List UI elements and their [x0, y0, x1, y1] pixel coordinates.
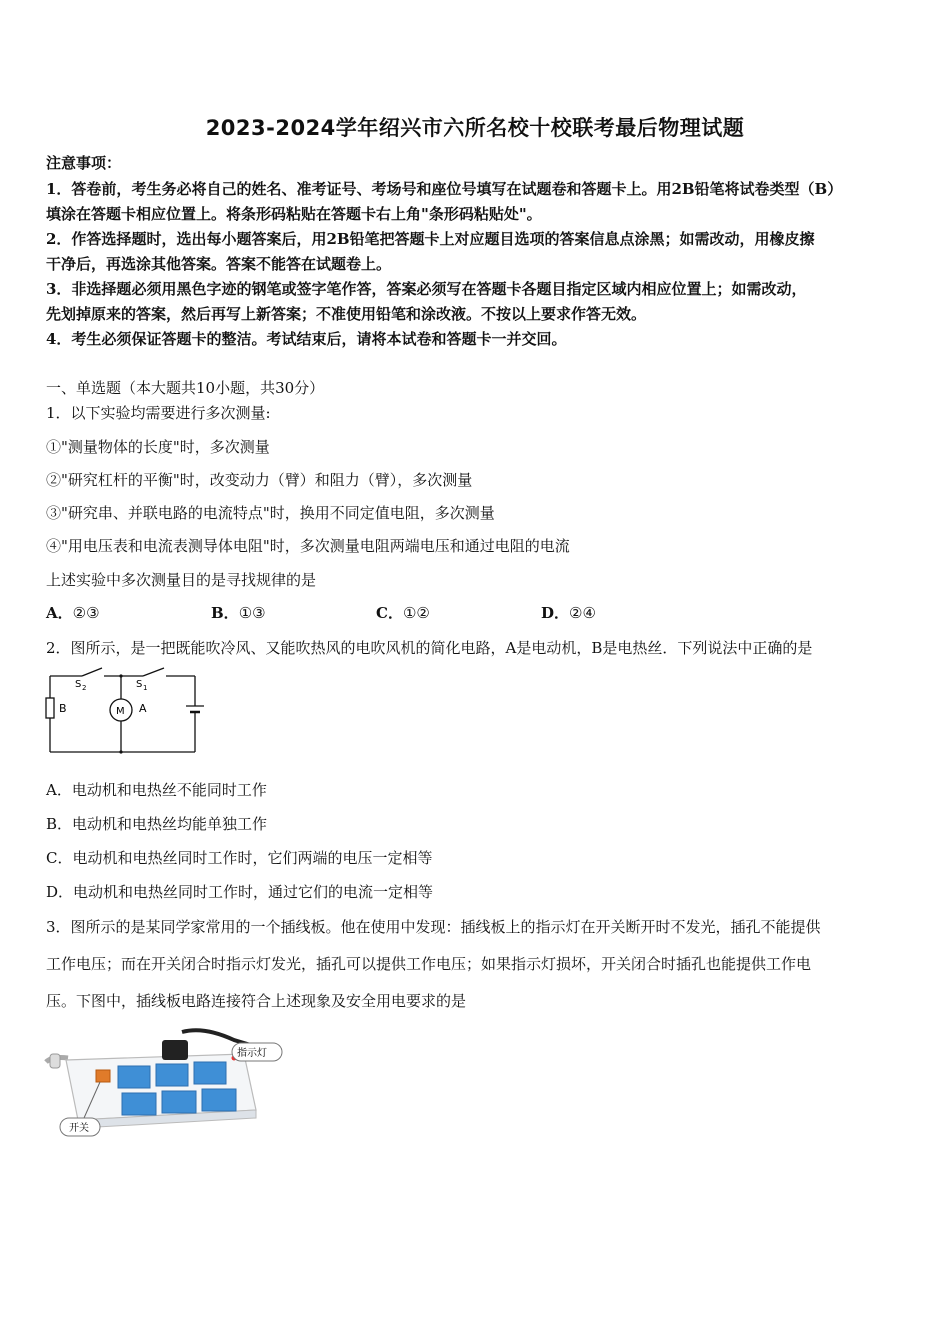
- question-1-item: ③"研究串、并联电路的电流特点"时，换用不同定值电阻，多次测量: [46, 504, 495, 522]
- question-3-line: 工作电压；而在开关闭合时指示灯发光，插孔可以提供工作电压；如果指示灯损坏，开关闭合时插孔也能提供工作电: [46, 955, 812, 973]
- question-2-option-a: A．电动机和电热丝不能同时工作: [46, 781, 267, 799]
- power-strip-figure: [44, 1026, 294, 1146]
- socket-icon: [162, 1091, 196, 1113]
- socket-icon: [194, 1062, 226, 1084]
- plug-icon: [162, 1040, 188, 1060]
- question-1-item: ①"测量物体的长度"时，多次测量: [46, 438, 270, 456]
- socket-icon: [202, 1089, 236, 1111]
- question-3-line: 压。下图中，插线板电路连接符合上述现象及安全用电要求的是: [46, 992, 467, 1010]
- question-2-stem: 2．图所示，是一把既能吹冷风、又能吹热风的电吹风机的简化电路，A是电动机，B是电热丝．下列说法中正确的是: [46, 639, 813, 657]
- question-1-option-c: [376, 602, 430, 623]
- notice-line: 1．答卷前，考生务必将自己的姓名、准考证号、考场号和座位号填写在试题卷和答题卡上。用2B铅笔将试卷类型（B）: [46, 180, 843, 198]
- socket-icon: [156, 1064, 188, 1086]
- circuit-diagram: [40, 664, 205, 759]
- notice-line: 2．作答选择题时，选出每小题答案后，用2B铅笔把答题卡上对应题目选项的答案信息点涂黑；如需改动，用橡皮擦: [46, 230, 815, 248]
- indicator-label: 指示灯: [237, 1048, 267, 1059]
- switch-s1-subscript: 1: [143, 684, 148, 692]
- socket-icon: [122, 1093, 156, 1115]
- notice-heading: 注意事项：: [46, 154, 122, 172]
- option-letter: A．: [46, 604, 73, 622]
- option-letter: B．: [211, 604, 239, 622]
- question-1-item: ②"研究杠杆的平衡"时，改变动力（臂）和阻力（臂），多次测量: [46, 471, 473, 489]
- question-1-option-b: [211, 602, 266, 623]
- question-2-option-b: B．电动机和电热丝均能单独工作: [46, 815, 268, 833]
- notice-line: 填涂在答题卡相应位置上。将条形码粘贴在答题卡右上角"条形码粘贴处"。: [46, 205, 542, 223]
- section-heading: 一、单选题（本大题共10小题，共30分）: [46, 379, 325, 397]
- switch-s2-label: S: [75, 679, 82, 690]
- page-title: 2023-2024学年绍兴市六所名校十校联考最后物理试题: [205, 116, 745, 140]
- question-1-question: 上述实验中多次测量目的是寻找规律的是: [46, 571, 317, 589]
- option-text: ②③: [72, 604, 100, 622]
- option-letter: C．: [376, 604, 403, 622]
- option-text: ②④: [569, 604, 596, 622]
- question-2-option-c: C．电动机和电热丝同时工作时，它们两端的电压一定相等: [46, 849, 433, 867]
- question-1-option-a: [46, 602, 100, 623]
- option-letter: D．: [541, 604, 570, 622]
- switch-s2-subscript: 2: [82, 684, 87, 692]
- option-text: ①②: [402, 604, 430, 622]
- question-2-option-d: D．电动机和电热丝同时工作时，通过它们的电流一定相等: [46, 883, 434, 901]
- question-1-item: ④"用电压表和电流表测导体电阻"时，多次测量电阻两端电压和通过电阻的电流: [46, 537, 570, 555]
- notice-line: 干净后，再选涂其他答案。答案不能答在试题卷上。: [46, 255, 392, 273]
- motor-m-label: M: [116, 706, 125, 717]
- question-3-line: 3．图所示的是某同学家常用的一个插线板。他在使用中发现：插线板上的指示灯在开关断开时不发光，插孔不能提供: [46, 918, 821, 936]
- socket-icon: [118, 1066, 150, 1088]
- heater-b-label: B: [59, 702, 67, 715]
- switch-icon: [96, 1070, 110, 1082]
- notice-line: 4．考生必须保证答题卡的整洁。考试结束后，请将本试卷和答题卡一并交回。: [46, 330, 567, 348]
- question-1-option-d: [541, 602, 596, 623]
- switch-label: 开关: [69, 1123, 89, 1134]
- switch-s1-label: S: [136, 679, 143, 690]
- motor-a-label: A: [139, 702, 147, 715]
- notice-line: 先划掉原来的答案，然后再写上新答案；不准使用铅笔和涂改液。不按以上要求作答无效。: [46, 305, 647, 323]
- question-1-stem: 1．以下实验均需要进行多次测量:: [46, 404, 271, 422]
- notice-line: 3．非选择题必须用黑色字迹的钢笔或签字笔作答，答案必须写在答题卡各题目指定区域内相应位置上；如需改动，: [46, 280, 807, 298]
- option-text: ①③: [238, 604, 266, 622]
